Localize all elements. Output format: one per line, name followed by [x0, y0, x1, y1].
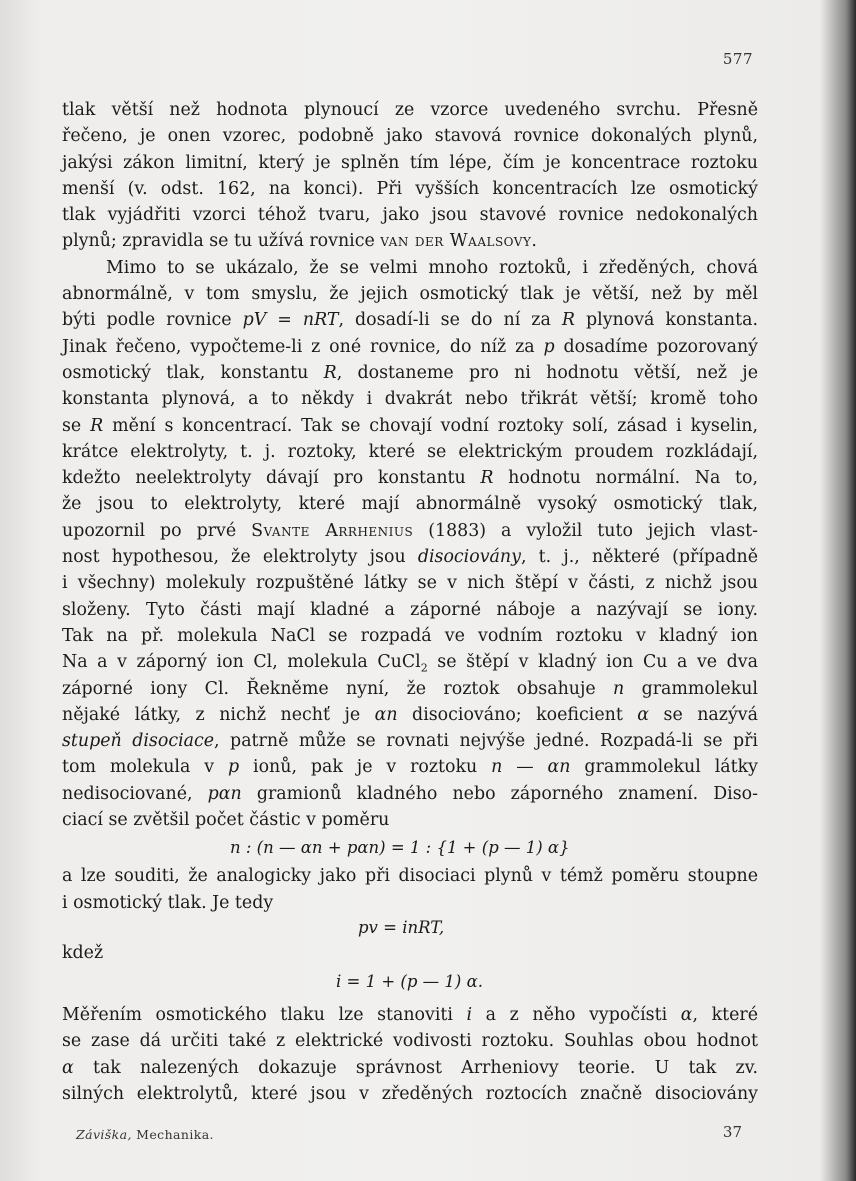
text-line: α tak nalezených dokazuje správnost Arrheniovy teorie. U tak zv. — [62, 1057, 758, 1078]
text-line: konstanta plynová, a to někdy i dvakrát nebo třikrát větší; kromě toho — [62, 389, 758, 410]
text-line: Na a v záporný ion Cl, molekula CuCl$_2$ se štěpí v kladný ion Cu a ve dva — [62, 652, 758, 675]
text-line: a lze souditi, že analogicky jako při disociaci plynů v témž poměru stoupne — [62, 866, 758, 887]
kdez-label: kdež — [62, 942, 104, 963]
text-line: nost hypothesou, že elektrolyty jsou disociovány, t. j., některé (případně — [62, 547, 758, 568]
paragraph-start-line: Mimo to se ukázalo, že se velmi mnoho roztoků, i zředěných, chová — [106, 257, 758, 278]
book-reference — [76, 1127, 214, 1142]
sheet-signature: 37 — [722, 1123, 742, 1141]
text-line: jakýsi zákon limitní, který je splněn tím lépe, čím je koncentrace roztoku — [62, 152, 758, 173]
text-line: tlak větší než hodnota plynoucí ze vzorce uvedeného svrchu. Přesně — [62, 100, 758, 120]
emphasis: disociovány — [417, 547, 521, 568]
text-line: Jinak řečeno, vypočteme-li z oné rovnice, do níž za p dosadíme pozorovaný — [62, 336, 758, 357]
text-line: ciací se zvětšil počet částic v poměru — [62, 810, 390, 831]
formula-osmotic-pressure: pv = inRT, — [358, 917, 445, 937]
text-line: stupeň disociace, patrně může se rovnati nejvýše jedné. Rozpadá-li se při — [62, 731, 758, 752]
body-text — [62, 97, 758, 1107]
text-line: silných elektrolytů, které jsou v zředěných roztocích značně disociovány — [62, 1083, 758, 1104]
formula-ratio: n : (n — αn + pαn) = 1 : {1 + (p — 1) α} — [230, 838, 570, 858]
page-footer — [62, 1123, 742, 1147]
person-name: van der Waalsovy — [380, 231, 532, 252]
text-line: se R mění s koncentrací. Tak se chovají vodní roztoky solí, zásad i kyselin, — [62, 415, 758, 436]
text-line: že jsou to elektrolyty, které mají abnormálně vysoký osmotický tlak, — [62, 494, 758, 515]
author-name: Záviška, — [76, 1127, 132, 1142]
book-title: Mechanika. — [131, 1127, 214, 1142]
math-expression: pV = nRT — [242, 310, 339, 331]
text-line: býti podle rovnice pV = nRT, dosadí-li se do ní za R plynová konstanta. — [62, 310, 758, 331]
text-line: plynů; zpravidla se tu užívá rovnice van der Waalsovy. — [62, 231, 537, 252]
text-line: abnormálně, v tom smyslu, že jejich osmotický tlak je větší, než by měl — [62, 284, 758, 305]
text-line: řečeno, je onen vzorec, podobně jako stavová rovnice dokonalých plynů, — [62, 126, 758, 147]
text-line: Tak na př. molekula NaCl se rozpadá ve vodním roztoku v kladný ion — [62, 625, 758, 646]
text-line: tlak vyjádřiti vzorci téhož tvaru, jako jsou stavové rovnice nedokonalých — [62, 205, 758, 226]
text-line: se zase dá určiti také z elektrické vodivosti roztoku. Souhlas obou hodnot — [62, 1031, 758, 1052]
text-line: i všechny) molekuly rozpuštěné látky se v nich štěpí v části, z nichž jsou — [62, 573, 758, 594]
text-line: nějaké látky, z nichž nechť je αn disociováno; koeficient α se nazývá — [62, 704, 758, 725]
text-line: kdežto neelektrolyty dávají pro konstantu R hodnotu normální. Na to, — [62, 468, 758, 489]
person-name: Svante Arrhenius — [251, 520, 414, 541]
text-line: upozornil po prvé Svante Arrhenius (1883) a vyložil tuto jejich vlast- — [62, 520, 758, 541]
emphasis: stupeň disociace — [62, 731, 215, 752]
text-line: záporné iony Cl. Řekněme nyní, že roztok obsahuje n grammolekul — [62, 678, 758, 699]
page-number: 577 — [722, 50, 753, 68]
text-line: menší (v. odst. 162, na konci). Při vyšších koncentracích lze osmotický — [62, 178, 758, 199]
text-line: tom molekula v p ionů, pak je v roztoku n — αn grammolekul látky — [62, 757, 758, 778]
text-line: složeny. Tyto části mají kladné a záporné náboje a nazývají se iony. — [62, 599, 758, 620]
text-line: i osmotický tlak. Je tedy — [62, 892, 274, 913]
text-line: krátce elektrolyty, t. j. roztoky, které se elektrickým proudem rozkládají, — [62, 441, 758, 462]
text-line: Měřením osmotického tlaku lze stanoviti i a z něho vypočísti α, které — [62, 1004, 758, 1025]
text-line: nedisociované, pαn gramionů kladného nebo záporného znamení. Diso- — [62, 783, 759, 804]
text-line: osmotický tlak, konstantu R, dostaneme pro ni hodnotu větší, než je — [62, 362, 758, 383]
formula-vant-hoff-factor: i = 1 + (p — 1) α. — [336, 971, 483, 991]
